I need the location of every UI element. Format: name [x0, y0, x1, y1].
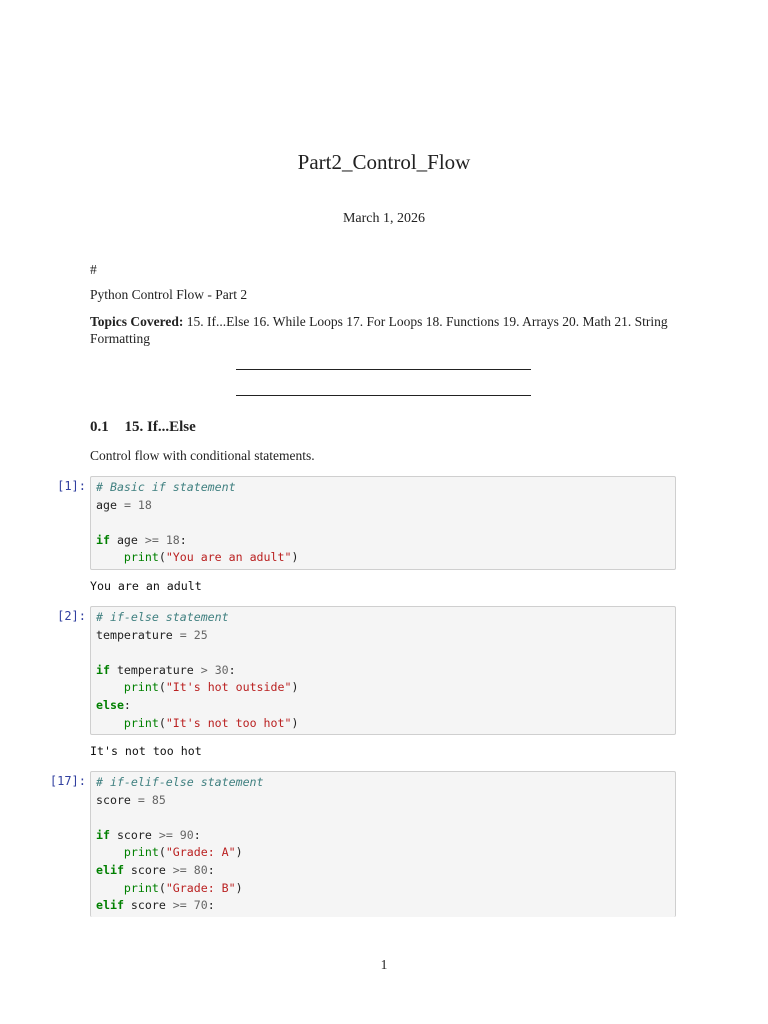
code-text	[131, 793, 138, 807]
topics-text: 15. If...Else 16. While Loops 17. For Loops 18. Functions 19. Arrays 20. Math 21. String Formatting	[90, 314, 668, 346]
code-keyword: else	[96, 697, 124, 712]
code-builtin: print	[123, 880, 159, 895]
topics-paragraph	[90, 313, 680, 347]
code-string: "It's not too hot"	[165, 715, 292, 730]
code-text: :	[193, 827, 201, 842]
code-text: :	[207, 862, 215, 877]
cell-prompt: [1]:	[57, 479, 86, 493]
section-heading	[90, 419, 196, 436]
code-number: 85	[151, 792, 166, 807]
code-string: "It's hot outside"	[165, 680, 292, 695]
code-line	[96, 697, 670, 715]
code-line	[96, 862, 670, 880]
code-text	[131, 498, 138, 512]
cell-output: You are an adult	[90, 579, 202, 593]
code-text: :	[228, 662, 236, 677]
code-text	[187, 863, 194, 877]
code-line	[96, 514, 670, 532]
notebook-subtitle: Python Control Flow - Part 2	[90, 287, 248, 302]
code-line	[96, 662, 670, 680]
code-line	[96, 644, 670, 662]
code-text: score	[123, 898, 173, 913]
code-operator: >=	[144, 532, 159, 547]
code-string: "Grade: A"	[165, 845, 236, 860]
code-identifier: score	[96, 792, 131, 807]
code-line	[96, 827, 670, 845]
code-operator: >=	[172, 898, 187, 913]
code-line	[96, 479, 670, 497]
page-title: Part2_Control_Flow	[297, 150, 471, 174]
code-text	[96, 845, 124, 859]
code-text: )	[291, 680, 299, 695]
cell-prompt: [2]:	[57, 609, 86, 623]
code-line	[96, 844, 670, 862]
code-comment: # if-else statement	[96, 610, 229, 624]
code-number: 18	[137, 497, 152, 512]
code-text	[96, 680, 124, 694]
code-builtin: print	[123, 680, 159, 695]
code-text	[96, 716, 124, 730]
code-builtin: print	[123, 715, 159, 730]
horizontal-rule	[236, 395, 531, 396]
code-text: )	[291, 550, 299, 565]
code-keyword: if	[96, 827, 110, 842]
code-text: score	[109, 827, 159, 842]
code-keyword: if	[96, 662, 110, 677]
code-text: :	[207, 898, 215, 913]
document-date: March 1, 2026	[342, 211, 426, 226]
code-number: 18	[165, 532, 180, 547]
code-text: )	[235, 880, 243, 895]
code-text	[117, 498, 124, 512]
cell-output: It's not too hot	[90, 744, 202, 758]
code-string: "Grade: B"	[165, 880, 236, 895]
code-text	[187, 628, 194, 642]
code-operator: =	[123, 497, 131, 512]
code-operator: =	[179, 627, 187, 642]
code-text: (	[158, 550, 166, 565]
code-text	[159, 533, 166, 547]
code-text: :	[123, 697, 131, 712]
code-text: )	[235, 845, 243, 860]
code-text	[173, 828, 180, 842]
code-line	[96, 897, 670, 915]
code-builtin: print	[123, 845, 159, 860]
code-operator: >	[200, 662, 208, 677]
heading-hash: #	[90, 262, 97, 277]
code-operator: >=	[158, 827, 173, 842]
code-line	[96, 715, 670, 733]
code-identifier: temperature	[96, 627, 173, 642]
code-line	[96, 627, 670, 645]
section-number: 0.1	[90, 419, 109, 435]
code-text	[187, 898, 194, 912]
cell-prompt: [17]:	[49, 774, 86, 788]
code-builtin: print	[123, 550, 159, 565]
code-comment: # Basic if statement	[96, 480, 236, 494]
code-number: 30	[214, 662, 229, 677]
code-keyword: elif	[96, 898, 124, 913]
code-text: (	[158, 715, 166, 730]
section-description: Control flow with conditional statements.	[90, 448, 315, 463]
section-title: 15. If...Else	[124, 419, 196, 435]
code-input[interactable]	[90, 771, 676, 917]
code-string: "You are an adult"	[165, 550, 292, 565]
code-text	[96, 881, 124, 895]
code-number: 80	[193, 862, 208, 877]
code-identifier: age	[96, 497, 117, 512]
code-number: 25	[193, 627, 208, 642]
code-text	[96, 550, 124, 564]
code-text	[208, 663, 215, 677]
code-keyword: elif	[96, 862, 124, 877]
code-operator: =	[137, 792, 145, 807]
code-line	[96, 774, 670, 792]
code-text: score	[123, 862, 173, 877]
code-text: age	[109, 532, 145, 547]
code-line	[96, 792, 670, 810]
code-text: (	[158, 845, 166, 860]
code-text: :	[179, 532, 187, 547]
code-operator: >=	[172, 862, 187, 877]
code-number: 70	[193, 898, 208, 913]
code-text	[173, 628, 180, 642]
code-keyword: if	[96, 532, 110, 547]
code-input[interactable]	[90, 606, 676, 735]
code-line	[96, 609, 670, 627]
code-input[interactable]	[90, 476, 676, 570]
code-line	[96, 549, 670, 567]
code-comment: # if-elif-else statement	[96, 775, 264, 789]
code-number: 90	[179, 827, 194, 842]
code-line	[96, 880, 670, 898]
code-text: (	[158, 680, 166, 695]
horizontal-rule	[236, 369, 531, 370]
topics-label: Topics Covered:	[90, 314, 184, 329]
code-line	[96, 532, 670, 550]
code-text	[145, 793, 152, 807]
code-line	[96, 679, 670, 697]
code-text: )	[291, 715, 299, 730]
code-text: (	[158, 880, 166, 895]
code-line	[96, 809, 670, 827]
code-text: temperature	[109, 662, 201, 677]
code-line	[96, 497, 670, 515]
page-number: 1	[380, 957, 388, 972]
